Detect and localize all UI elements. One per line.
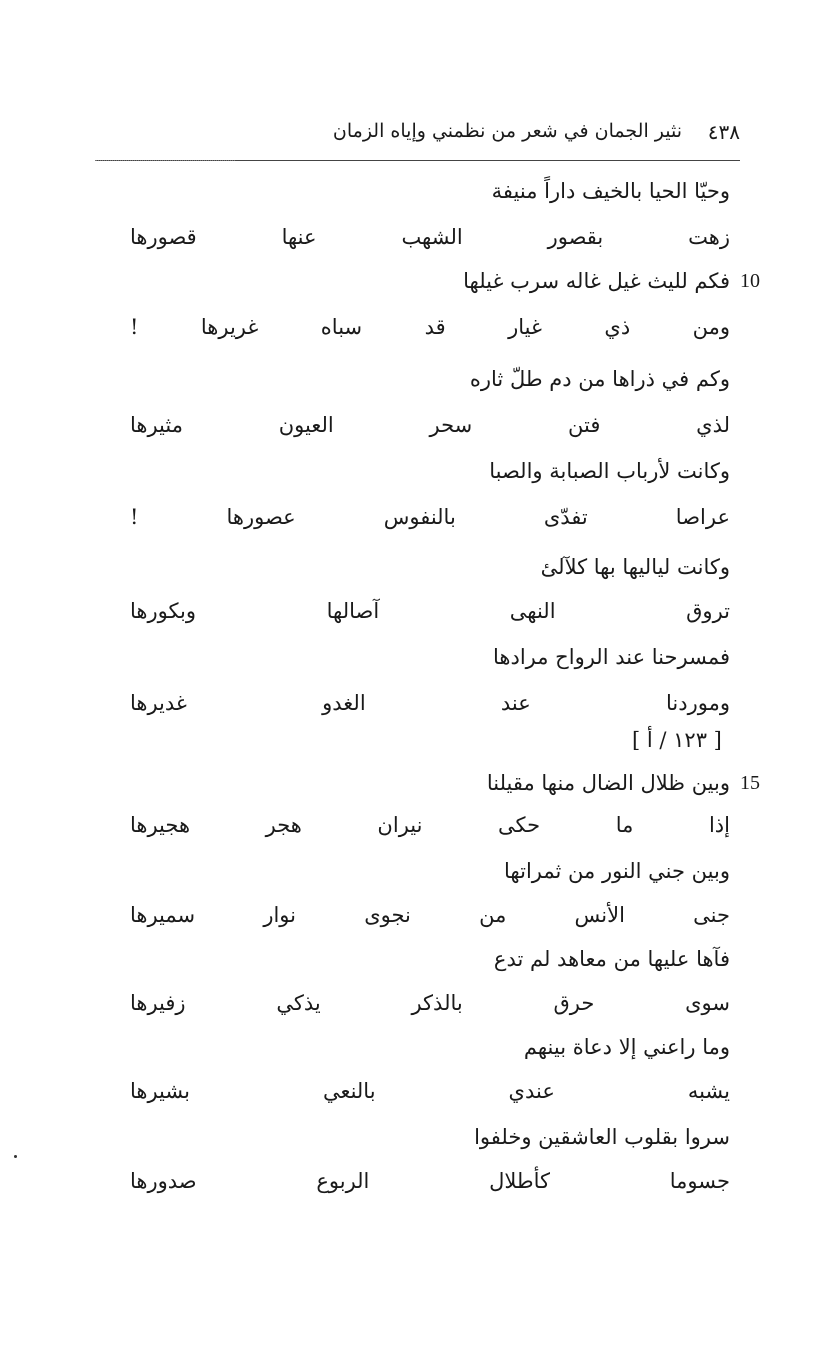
verse-line-second: يشبه عندي بالنعي بشيرها (130, 1079, 730, 1103)
verse-line-second: عراصا تفدّى بالنفوس عصورها ! (130, 505, 730, 529)
verse-line-first: فكم لليث غيل غاله سرب غيلها (463, 269, 730, 293)
running-head (255, 120, 740, 154)
verse-line-first: وحيّا الحيا بالخيف داراً منيفة (491, 179, 730, 203)
verse-line-second: جنى الأنس من نجوى نوار سميرها (130, 903, 730, 927)
verse-line-first: وبين جني النور من ثمراتها (504, 859, 730, 883)
running-title: نثير الجمان في شعر من نظمني وإياه الزمان (332, 120, 682, 142)
header-rule-dotted (95, 160, 235, 161)
verse-line-second: لذي فتن سحر العيون مثيرها (130, 413, 730, 437)
verse-line-first: وما راعني إلا دعاة بينهم (523, 1035, 730, 1059)
verse-number: 10 (740, 270, 760, 292)
verse-number: 15 (740, 772, 760, 794)
verse-line-first: وكم في ذراها من دم طلّ ثاره (469, 367, 730, 391)
verse-line-first: سروا بقلوب العاشقين وخلفوا (474, 1125, 730, 1149)
margin-speck (14, 1155, 17, 1158)
verse-line-second: ومن ذي غيار قد سباه غريرها ! (130, 315, 730, 339)
verse-line-first: وكانت لأرباب الصبابة والصبا (489, 459, 730, 483)
verse-line-second: إذا ما حكى نيران هجر هجيرها (130, 813, 730, 837)
page-number: ٤٣٨ (707, 120, 740, 144)
verse-line-first: فمسرحنا عند الرواح مرادها (493, 645, 730, 669)
verse-line-second: زهت بقصور الشهب عنها قصورها (130, 225, 730, 249)
verse-line-first: وبين ظلال الضال منها مقيلنا (486, 771, 730, 795)
verse-line-second: تروق النهى آصالها وبكورها (130, 599, 730, 623)
verse-line-second: سوى حرق بالذكر يذكي زفيرها (130, 991, 730, 1015)
verse-line-second: جسوما كأطلال الربوع صدورها (130, 1169, 730, 1193)
verse-line-second: وموردنا عند الغدو غديرها (130, 691, 730, 715)
verse-line-first: وكانت لياليها بها كلآلئ (540, 555, 730, 579)
verse-line-first: فآها عليها من معاهد لم تدع (493, 947, 730, 971)
folio-marker: [ ١٢٣ / أ ] (632, 728, 722, 752)
